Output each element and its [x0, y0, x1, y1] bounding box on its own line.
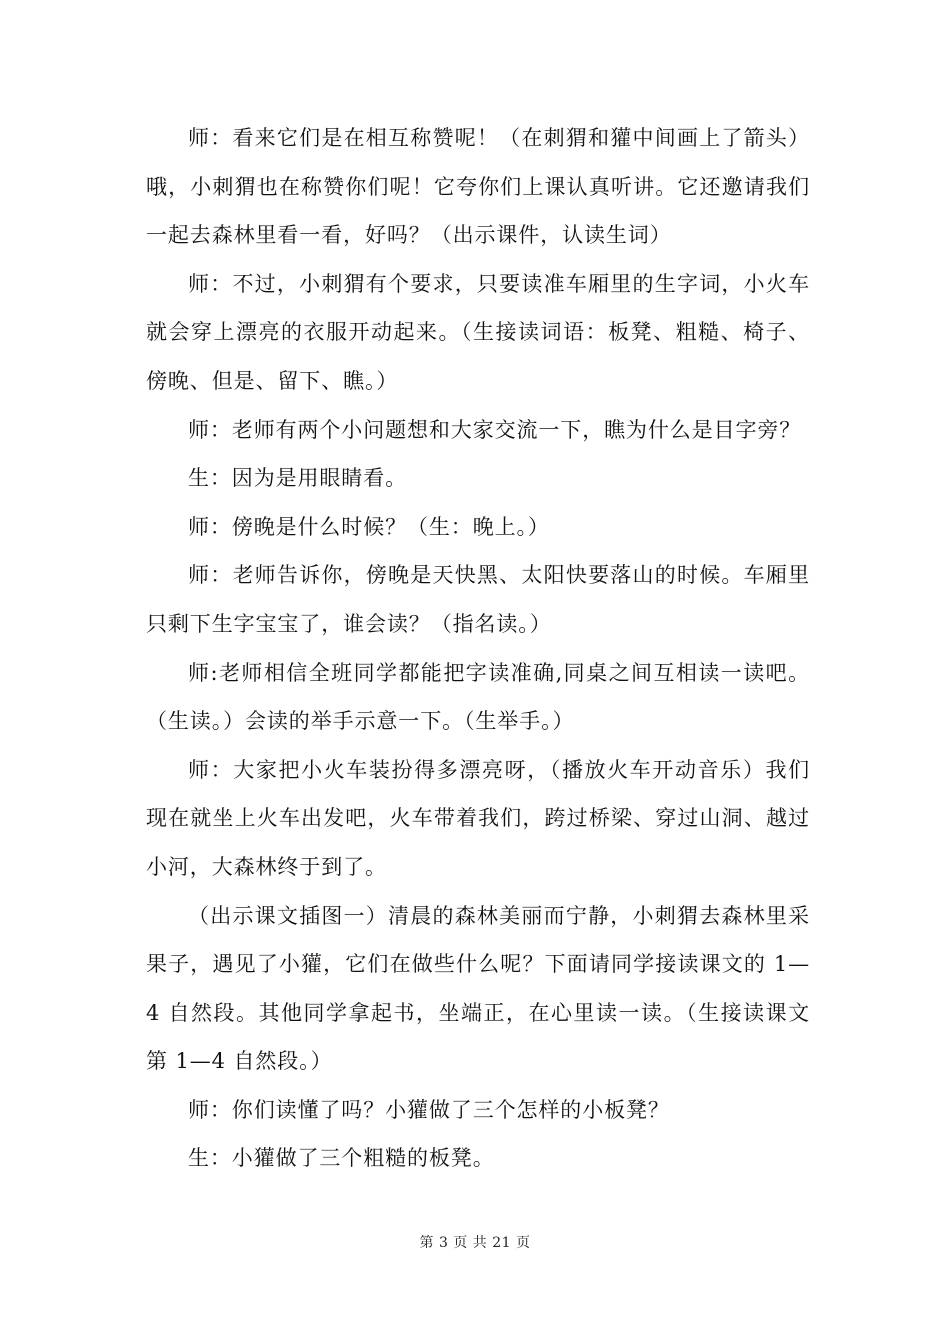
paragraph-4: 生：因为是用眼睛看。	[188, 466, 407, 491]
page-footer: 第 3 页 共 21 页	[419, 1235, 531, 1251]
paragraph-5: 师：傍晚是什么时候？（生：晚上。）	[188, 514, 550, 539]
document-body	[146, 114, 810, 1183]
paragraph-7: 师:老师相信全班同学都能把字读准确,同桌之间互相读一读吧。（生读。）会读的举手示意一下。（生举手。）	[146, 660, 810, 734]
paragraph-10: 师：你们读懂了吗？小獾做了三个怎样的小板凳？	[188, 1097, 670, 1122]
paragraph-9: （出示课文插图一）清晨的森林美丽而宁静，小刺猬去森林里采果子，遇见了小獾，它们在做些什么呢？下面请同学接读课文的 1—4 自然段。其他同学拿起书，坐端正，在心里读一读。（生接读课文第 1—4 自然段。）	[146, 903, 810, 1074]
paragraph-8: 师：大家把小火车装扮得多漂亮呀，（播放火车开动音乐）我们现在就坐上火车出发吧，火车带着我们，跨过桥梁、穿过山洞、越过小河，大森林终于到了。	[146, 757, 810, 879]
paragraph-2: 师：不过，小刺猬有个要求，只要读准车厢里的生字词，小火车就会穿上漂亮的衣服开动起来。（生接读词语：板凳、粗糙、椅子、傍晚、但是、留下、瞧。）	[146, 271, 810, 393]
paragraph-6: 师：老师告诉你，傍晚是天快黑、太阳快要落山的时候。车厢里只剩下生字宝宝了，谁会读？（指名读。）	[146, 563, 810, 636]
paragraph-3: 师：老师有两个小问题想和大家交流一下，瞧为什么是目字旁？	[188, 417, 802, 442]
paragraph-11: 生：小獾做了三个粗糙的板凳。	[188, 1146, 495, 1171]
paragraph-1: 师：看来它们是在相互称赞呢！（在刺猬和獾中间画上了箭头）哦，小刺猬也在称赞你们呢！它夸你们上课认真听讲。它还邀请我们一起去森林里看一看，好吗？（出示课件，认读生词）	[146, 126, 810, 248]
